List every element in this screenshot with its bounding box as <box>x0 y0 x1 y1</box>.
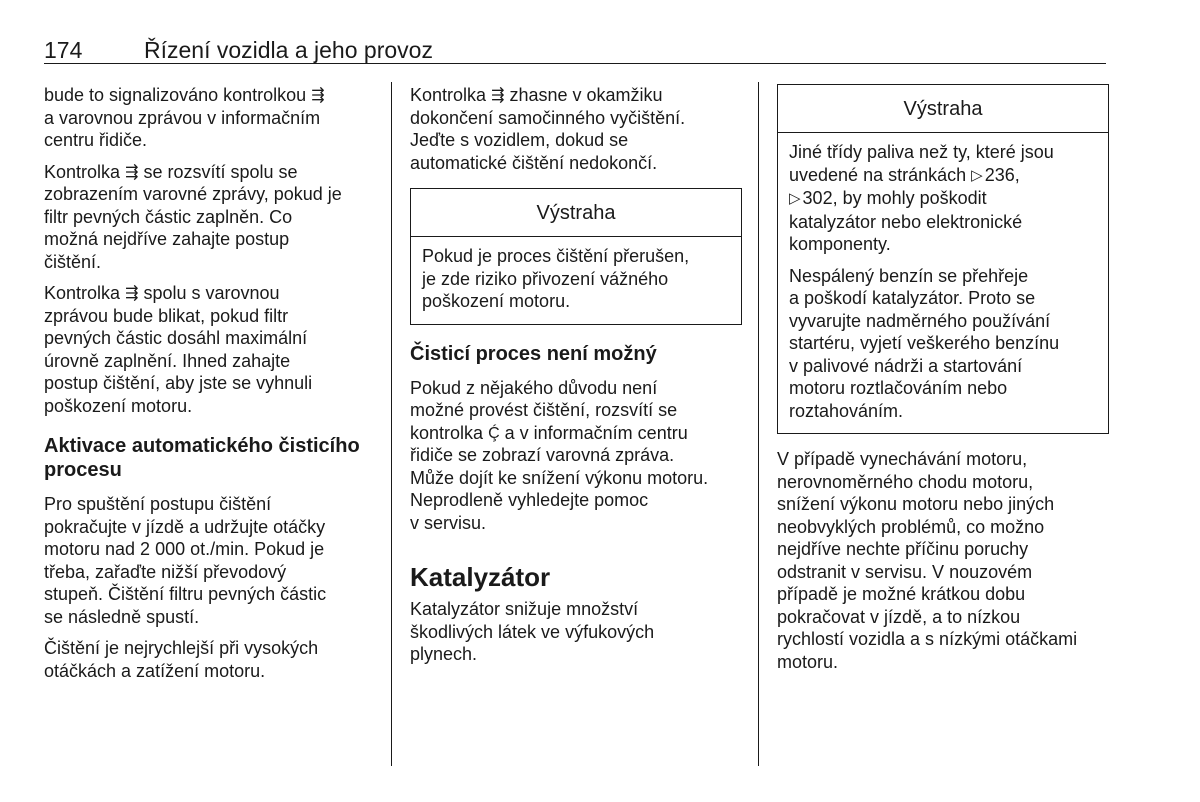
warning-title: Výstraha <box>778 85 1108 133</box>
section-heading: Čisticí proces není možný <box>410 342 657 365</box>
paragraph: Kontrolka ⇶ spolu s varovnou zprávou bude blikat, pokud filtr pevných částic dosáhl maximální úrovně zaplnění. Ihned zahajte postup čištění, aby jste se vyhnuli poškození motoru. <box>44 283 313 416</box>
paragraph: Katalyzátor snižuje množství škodlivých látek ve výfukových plynech. <box>410 599 655 664</box>
paragraph: Kontrolka ⇶ se rozsvítí spolu se zobrazením varovné zprávy, pokud je filtr pevných částic zaplněn. Co možná nejdříve zahajte postup čištění. <box>44 161 342 272</box>
section-heading: Aktivace automatického čisticího procesu <box>44 435 360 481</box>
page-title: Řízení vozidla a jeho provoz <box>144 37 433 63</box>
particulate-filter-icon: ⇶ <box>125 285 139 302</box>
page-header <box>44 36 1106 66</box>
engine-warning-icon: Ḉ <box>488 424 500 442</box>
paragraph: Čištění je nejrychlejší při vysokých otáčkách a zatížení motoru. <box>44 638 319 681</box>
particulate-filter-icon: ⇶ <box>311 87 325 104</box>
warning-box <box>410 188 742 325</box>
page-number: 174 <box>44 37 83 63</box>
column-right <box>777 84 1109 682</box>
paragraph: Pro spuštění postupu čištění pokračujte v jízdě a udržujte otáčky motoru nad 2 000 ot./min. Pokud je třeba, zařaďte nižší převodový stupeň. Čištění filtru pevných částic se následně spustí. <box>44 494 327 627</box>
column-divider <box>391 82 392 766</box>
paragraph: Pokud z nějakého důvodu není možné provést čištění, rozsvítí se kontrolka Ḉ a v informačním centru řidiče se zobrazí varovná zpráva. Může dojít ke snížení výkonu motoru. Neprodleně vyhledejte pomoc v servisu. <box>410 377 709 533</box>
chapter-heading: Katalyzátor <box>410 562 551 592</box>
warning-text: Nespálený benzín se přehřeje a poškodí katalyzátor. Proto se vyvarujte nadměrného používání startéru, vyjetí veškerého benzínu v palivové nádrži a startování motoru roztlačováním nebo roztahováním. <box>789 265 1060 421</box>
page-reference[interactable]: 236, <box>984 164 1020 185</box>
particulate-filter-icon: ⇶ <box>125 163 139 181</box>
paragraph: Kontrolka ⇶ zhasne v okamžiku dokončení samočinného vyčištění. Jeďte s vozidlem, dokud se automatické čištění nedokončí. <box>410 85 686 173</box>
page-reference-icon: ▷ <box>789 190 801 207</box>
header-rule <box>44 63 1106 64</box>
paragraph: V případě vynechávání motoru, nerovnoměrného chodu motoru, snížení výkonu motoru nebo jiných neobvyklých problémů, co možno nejdříve nechte příčinu poruchy odstranit v servisu. V nouzovém případě je možné krátkou dobu pokračovat v jízdě, a to nízkou rychlostí vozidla a s nízkými otáčkami motoru. <box>777 449 1078 672</box>
column-divider <box>758 82 759 766</box>
page-reference[interactable]: 302, by mohly poškodit katalyzátor nebo elektronické komponenty. <box>789 188 1023 254</box>
particulate-filter-icon: ⇶ <box>491 87 505 104</box>
page-reference-icon: ▷ <box>971 166 983 184</box>
warning-title: Výstraha <box>411 189 741 237</box>
column-middle <box>410 84 742 675</box>
warning-text: Jiné třídy paliva než ty, které jsou uvedené na stránkách ▷ 236, ▷ 302, by mohly poškodit katalyzátor nebo elektronické komponenty. <box>789 142 1054 254</box>
column-left <box>44 84 376 691</box>
paragraph: bude to signalizováno kontrolkou ⇶ a varovnou zprávou v informačním centru řidiče. <box>44 85 325 150</box>
warning-box <box>777 84 1109 434</box>
warning-text: Pokud je proces čištění přerušen, je zde riziko přivození vážného poškození motoru. <box>422 246 690 311</box>
